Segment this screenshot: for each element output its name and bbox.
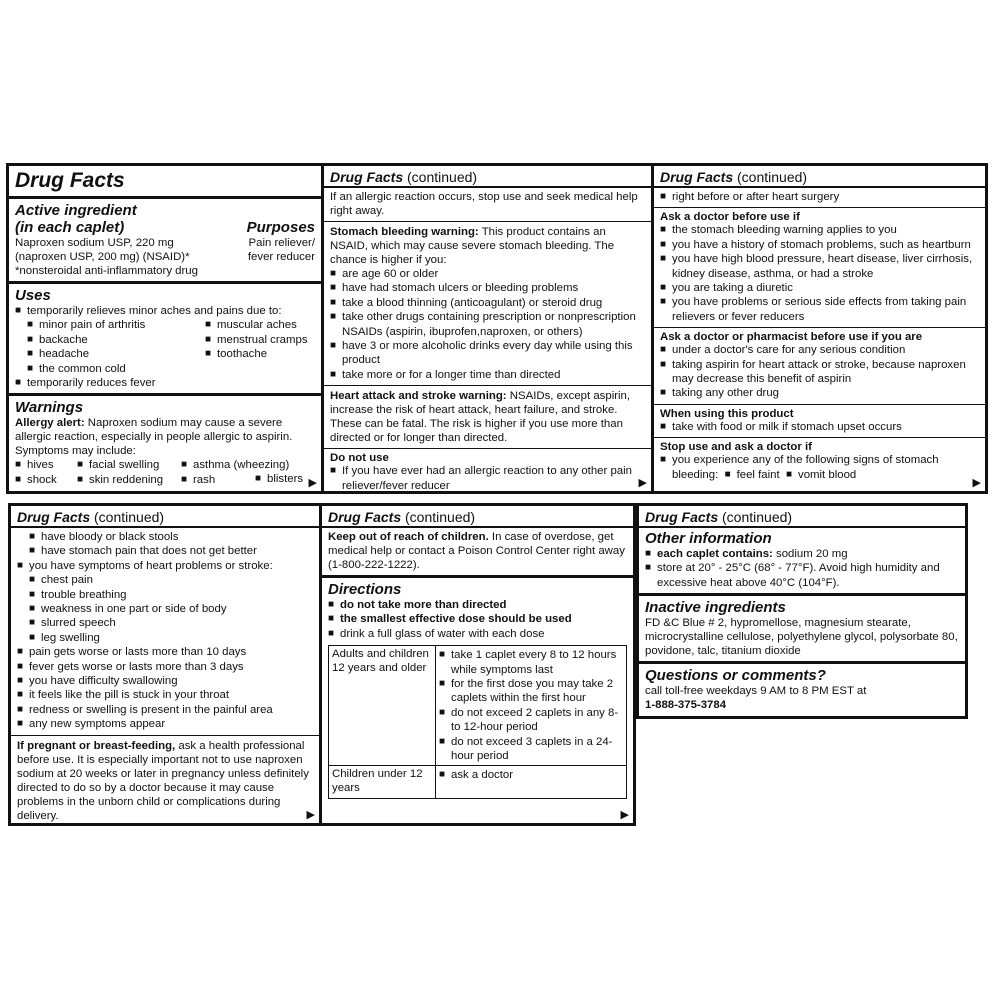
purpose-line-2: fever reducer (247, 251, 315, 263)
drug-facts-panel-5 (319, 503, 636, 826)
inactive-ingredients-text: FD &C Blue # 2, hypromellose, magnesium stearate, microcrystalline cellulose, polyethylene glycol, polysorbate 80, povidone, talc, titanium dioxide (645, 617, 958, 658)
when-using-heading: When using this product (660, 407, 794, 420)
list-item: ■ minor pain of arthritis (15, 318, 205, 332)
list-item: ■ you have a history of stomach problems, such as heartburn (660, 238, 979, 252)
list-item: ■ drink a full glass of water with each dose (328, 627, 627, 641)
drug-facts-panel-6 (636, 503, 968, 719)
continued-label: (continued) (718, 509, 793, 525)
purposes-heading: Purposes (246, 219, 315, 236)
list-item: ■ any new symptoms appear (17, 717, 313, 731)
vomit-blood: vomit blood (798, 468, 857, 481)
dosage-table (328, 645, 627, 798)
list-item: ■ blisters (255, 472, 303, 486)
list-item: ■ are age 60 or older (330, 267, 645, 281)
list-item: ■ facial swelling (77, 458, 181, 472)
keep-out-label: Keep out of reach of children. (328, 531, 489, 543)
list-item: ■ menstrual cramps (205, 333, 308, 347)
drug-facts-panel-4 (8, 503, 322, 826)
continue-arrow-icon: ▶ (620, 809, 629, 821)
list-item: ■ skin reddening (77, 473, 181, 487)
list-item: ■ hives (15, 458, 77, 472)
continued-label: (continued) (90, 509, 165, 525)
continued-label: (continued) (733, 169, 808, 185)
panel-title: Drug Facts (17, 509, 91, 525)
ingredient-line-1: Naproxen sodium USP, 220 mg (15, 237, 174, 249)
heart-warning-text: NSAIDs, except aspirin, increase the risk of heart attack, heart failure, and stroke. These can be fatal. The risk is higher if you use more than directed or for longer than directed. (330, 390, 631, 445)
list-item: ■ store at 20° - 25°C (68° - 77°F). Avoid high humidity and excessive heat above 40°C (104°F). (645, 561, 959, 590)
list-item: ■ take more or for a longer time than directed (330, 368, 645, 382)
list-item: ■ shock (15, 473, 77, 487)
list-item: ■ for the first dose you may take 2 caplets within the first hour (439, 677, 623, 706)
heart-warning-label: Heart attack and stroke warning: (330, 390, 507, 403)
panel-title: Drug Facts (15, 169, 125, 192)
ask-doctor-heading: Ask a doctor before use if (660, 211, 800, 224)
list-item: ■ it feels like the pill is stuck in your throat (17, 688, 313, 702)
keep-out-text: In case of overdose, get medical help or contact a Poison Control Center right away (1-800-222-1222). (328, 531, 625, 571)
allergy-followup: If an allergic reaction occurs, stop use and seek medical help right away. (330, 191, 638, 217)
list-item: ■ slurred speech (17, 616, 313, 630)
purpose-line-1: Pain reliever/ (248, 237, 315, 249)
list-item: ■ toothache (205, 347, 308, 361)
list-item: ■ do not exceed 3 caplets in a 24-hour period (439, 735, 623, 764)
list-item: ■ have stomach pain that does not get better (17, 544, 313, 558)
list-item: ■ muscular aches (205, 318, 308, 332)
list-item: ■ under a doctor's care for any serious condition (660, 343, 979, 357)
drug-facts-panel-2 (321, 163, 654, 494)
list-item: ■ taking any other drug (660, 386, 979, 400)
drug-facts-panel-3 (651, 163, 988, 494)
list-item: ■ the smallest effective dose should be used (328, 612, 627, 626)
uses-heading: Uses (15, 287, 51, 304)
list-item: ■ temporarily reduces fever (15, 376, 315, 390)
list-item: ■ the stomach bleeding warning applies to you (660, 223, 979, 237)
continue-arrow-icon: ▶ (638, 477, 647, 489)
list-item: ■ take with food or milk if stomach upset occurs (660, 420, 979, 434)
list-item: ■ have had stomach ulcers or bleeding problems (330, 281, 645, 295)
stop-use-heading: Stop use and ask a doctor if (660, 441, 812, 454)
continue-arrow-icon: ▶ (972, 477, 981, 489)
questions-phone: 1-888-375-3784 (645, 699, 727, 712)
questions-text: call toll-free weekdays 9 AM to 8 PM EST at (645, 685, 867, 698)
list-item: ■ pain gets worse or lasts more than 10 days (17, 645, 313, 659)
list-item: ■ rash (181, 473, 247, 487)
warnings-heading: Warnings (15, 399, 84, 417)
panel-title: Drug Facts (328, 509, 402, 525)
stomach-warning-text: This product contains an NSAID, which may cause severe stomach bleeding. The chance is higher if you: (330, 226, 615, 266)
list-item: ■ weakness in one part or side of body (17, 602, 313, 616)
list-item: ■ right before or after heart surgery (660, 190, 979, 204)
continue-arrow-icon: ▶ (308, 477, 317, 489)
list-item: ■ take other drugs containing prescription or nonprescription NSAIDs (aspirin, ibuprofen,naproxen, or others) (330, 310, 645, 339)
ingredient-line-2: (naproxen USP, 200 mg) (NSAID)* (15, 251, 190, 263)
active-ingredient-heading: Active ingredient (15, 202, 137, 219)
list-item: ■ you experience any of the following signs of stomach bleeding: ■ feel faint ■ vomit blood (660, 453, 979, 482)
stomach-warning-label: Stomach bleeding warning: (330, 226, 479, 238)
drug-facts-panel-1 (6, 163, 324, 494)
list-item: ■ headache (15, 347, 205, 361)
children-cell: Children under 12 years (329, 766, 436, 798)
list-item: ■ temporarily relieves minor aches and pains due to: (15, 304, 315, 318)
list-item: ■ you have difficulty swallowing (17, 674, 313, 688)
continued-label: (continued) (401, 509, 476, 525)
panel-title: Drug Facts (645, 509, 719, 525)
list-item: ■ If you have ever had an allergic reaction to any other pain reliever/fever reducer (330, 464, 645, 493)
feel-faint: feel faint (736, 468, 780, 481)
active-ingredient-sub: (in each caplet) (15, 219, 125, 236)
list-item: ■ you have problems or serious side effects from taking pain relievers or fever reducers (660, 295, 979, 324)
list-item: ■ do not take more than directed (328, 598, 627, 612)
list-item: ■ backache (15, 333, 205, 347)
allergy-alert-text: Naproxen sodium may cause a severe allergic reaction, especially in people allergic to aspirin. Symptoms may include: (15, 417, 293, 458)
list-item: ■ ask a doctor (439, 768, 623, 782)
list-item: ■ have 3 or more alcoholic drinks every day while using this product (330, 339, 645, 368)
adults-cell: Adults and children 12 years and older (329, 646, 436, 766)
continue-arrow-icon: ▶ (306, 809, 315, 821)
questions-heading: Questions or comments? (645, 667, 826, 685)
list-item: ■ leg swelling (17, 631, 313, 645)
other-information-heading: Other information (645, 530, 772, 547)
do-not-use-heading: Do not use (330, 452, 389, 465)
list-item: ■ you are taking a diuretic (660, 281, 979, 295)
inactive-ingredients-heading: Inactive ingredients (645, 599, 786, 617)
allergy-alert-label: Allergy alert: (15, 417, 85, 430)
nsaid-footnote: *nonsteroidal anti-inflammatory drug (15, 265, 198, 277)
directions-heading: Directions (328, 581, 402, 598)
list-item: ■ do not exceed 2 caplets in any 8- to 12-hour period (439, 706, 623, 735)
list-item: ■ trouble breathing (17, 588, 313, 602)
list-item: ■ asthma (wheezing) (181, 458, 247, 472)
pregnancy-label: If pregnant or breast-feeding, (17, 739, 176, 752)
panel-title: Drug Facts (330, 169, 404, 185)
list-item: ■ the common cold (15, 362, 205, 376)
list-item: ■ chest pain (17, 573, 313, 587)
list-item: ■ taking aspirin for heart attack or stroke, because naproxen may decrease this benefit of aspirin (660, 358, 979, 387)
list-item: ■ each caplet contains: sodium 20 mg (645, 547, 959, 561)
list-item: ■ you have symptoms of heart problems or stroke: (17, 559, 313, 573)
list-item: ■ redness or swelling is present in the painful area (17, 703, 313, 717)
list-item: ■ take a blood thinning (anticoagulant) or steroid drug (330, 296, 645, 310)
continued-label: (continued) (403, 169, 478, 185)
list-item: ■ have bloody or black stools (17, 530, 313, 544)
table-row (329, 646, 627, 766)
list-item: ■ fever gets worse or lasts more than 3 days (17, 660, 313, 674)
table-row (329, 766, 627, 798)
list-item: ■ you have high blood pressure, heart disease, liver cirrhosis, kidney disease, asthma, or had a stroke (660, 252, 979, 281)
pregnancy-text: ask a health professional before use. It is especially important not to use naproxen sodium at 20 weeks or later in pregnancy unless definitely directed to do so by a doctor because it may cause problems in the unborn child or complications during delivery. (17, 739, 309, 822)
ask-pharmacist-heading: Ask a doctor or pharmacist before use if you are (660, 331, 923, 344)
panel-title: Drug Facts (660, 169, 734, 185)
list-item: ■ take 1 caplet every 8 to 12 hours while symptoms last (439, 648, 623, 677)
